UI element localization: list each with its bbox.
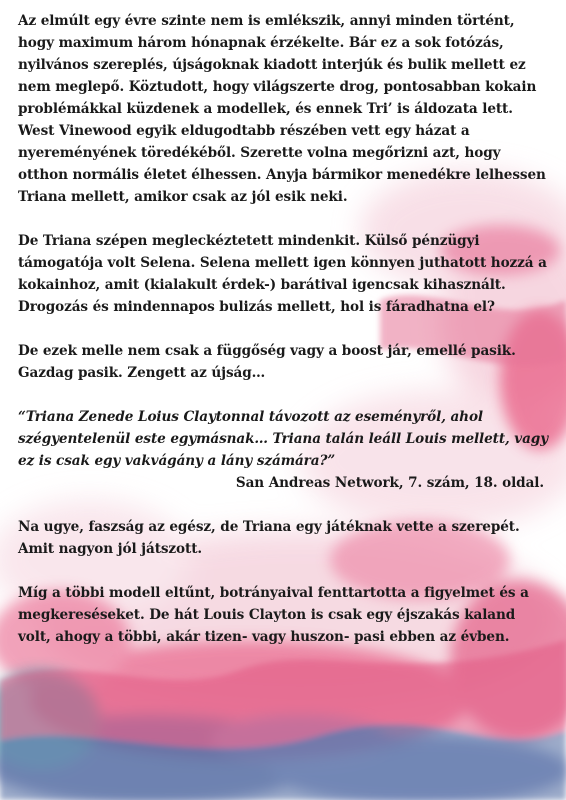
paragraph-3: Drogozás és mindennapos bulizás mellett, hol is fáradhatna el? bbox=[18, 299, 495, 315]
paragraph-6: Míg a többi modell eltűnt, botrányaival fenttartotta a figyelmet és a megkereséseket. De hát Louis Clayton is csak egy éjszakás kaland volt, ahogy a többi, akár tizen- vagy huszon- pasi ebben az évben. bbox=[18, 585, 529, 645]
paragraph-4: De ezek melle nem csak a függőség vagy a boost jár, emellé pasik. Gazdag pasik. Zengett az újság… bbox=[18, 343, 516, 381]
quote-text: “Triana Zenede Loius Claytonnal távozott az eseményről, ahol szégyentelenül este egymásnak… Triana talán leáll Louis mellett, vagy ez is csak egy vakvágány a lány számára?” bbox=[18, 409, 549, 469]
paragraph-1: Az elmúlt egy évre szinte nem is emlékszik, annyi minden történt, hogy maximum három hónapnak érzékelte. Bár ez a sok fotózás, nyilvános szereplés, újságoknak kiadott interjúk és bulik mellett ez nem meglepő. Köztudott, hogy világszerte drog, pontosabban kokain problémákkal küzdenek a modellek, és ennek Tri’ is áldozata lett. West Vinewood egyik eldugodtabb részében vett egy házat a nyereményének töredékéből. Szerette volna megőrizni azt, hogy otthon normális életet élhessen. Anyja bármikor menedékre lelhessen Triana mellett, amikor csak az jól esik neki. bbox=[18, 13, 546, 205]
paragraph-2: De Triana szépen megleckéztetett mindenkit. Külső pénzügyi támogatója volt Selena. Selena mellett igen könnyen juthatott hozzá a kokainhoz, amit (kialakult érdek-) barátival igencsak kihasznált. bbox=[18, 233, 547, 293]
paragraph-5: Na ugye, faszság az egész, de Triana egy játéknak vette a szerepét. Amit nagyon jól játszott. bbox=[18, 519, 520, 557]
document-body bbox=[18, 10, 548, 670]
newspaper-quote bbox=[18, 406, 548, 494]
quote-source: San Andreas Network, 7. szám, 18. oldal. bbox=[235, 475, 544, 491]
